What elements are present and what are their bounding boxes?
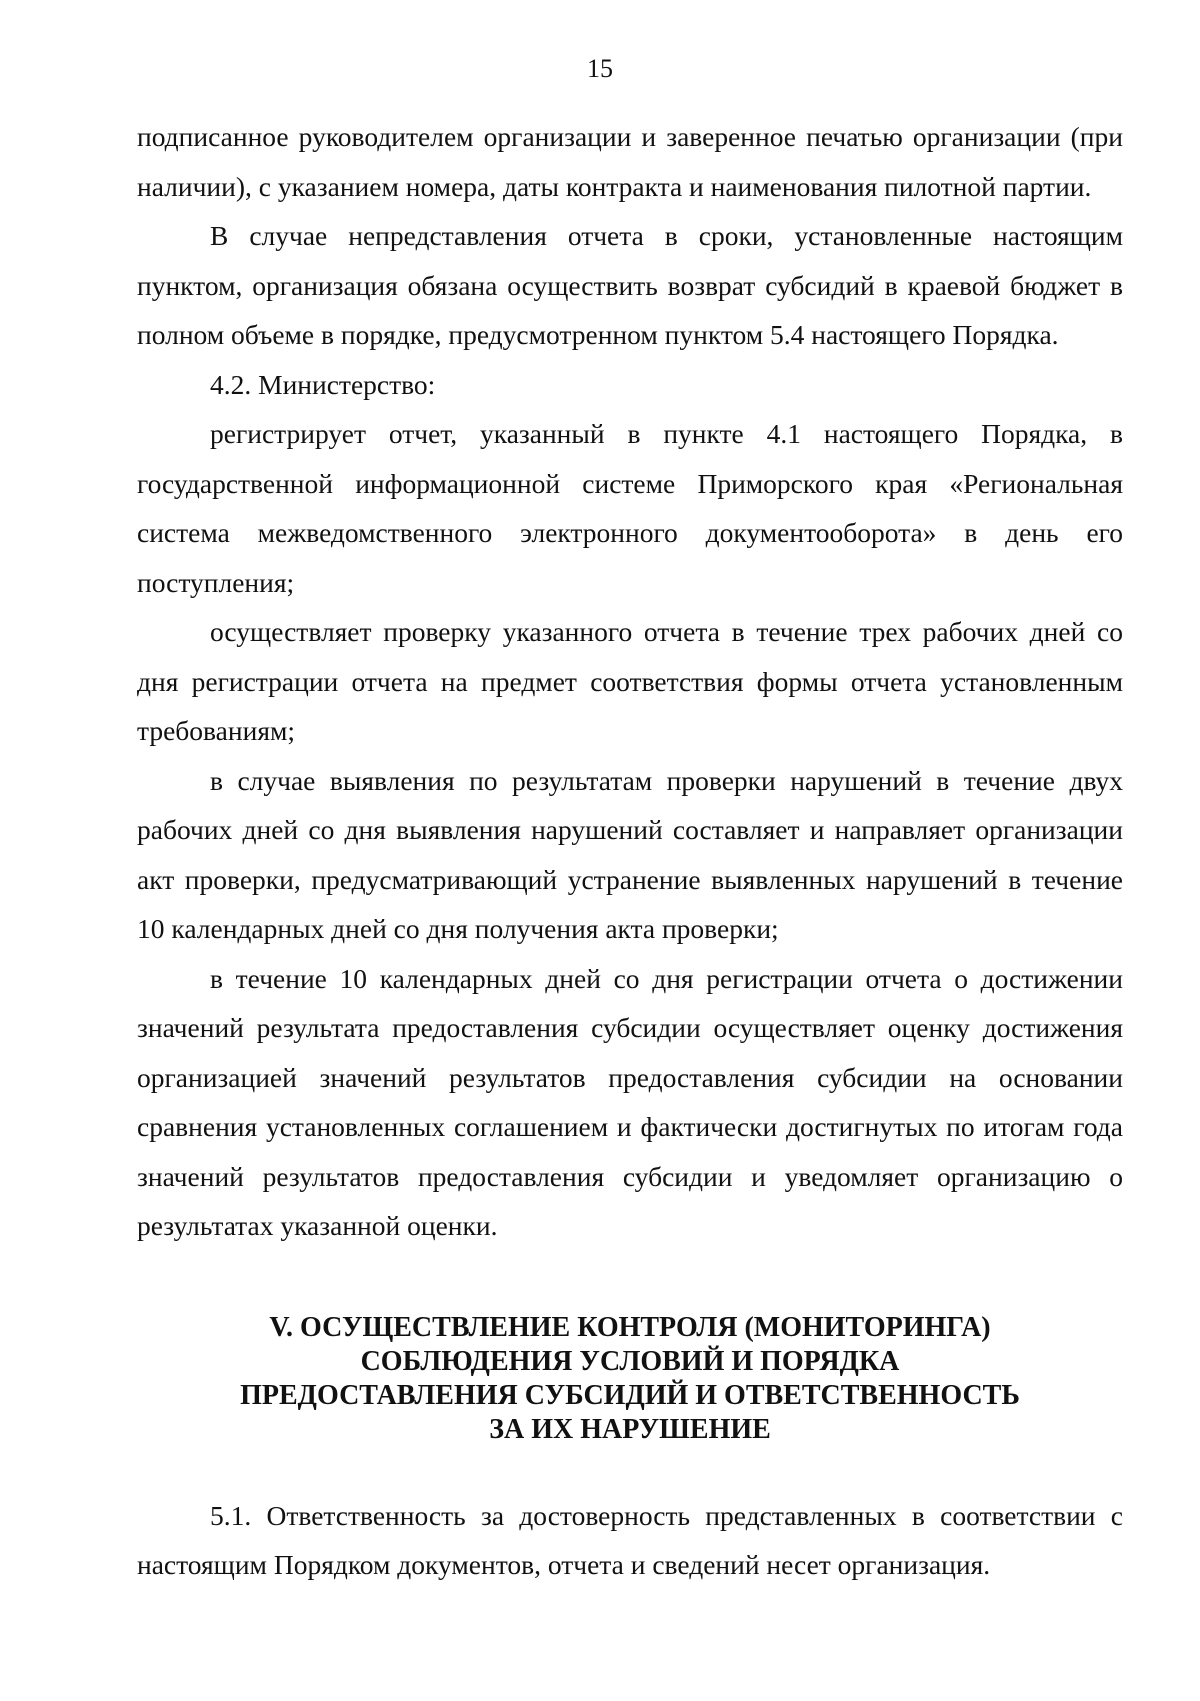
- paragraph-evaluation: в течение 10 календарных дней со дня регистрации отчета о достижении значений результата предоставления субсидии осуществляет оценку достижения организацией значений результатов предоставления субсидии на основании сравнения установленных соглашением и фактически достигнутых по итогам года значений результатов предоставления субсидии и уведомляет организацию о результатах указанной оценки.: [137, 962, 1123, 1241]
- paragraph-nonsubmission: В случае непредставления отчета в сроки, установленные настоящим пунктом, организация обязана осуществить возврат субсидий в краевой бюджет в полном объеме в порядке, предусмотренном пунктом 5.4 настоящего Порядка.: [137, 220, 1123, 350]
- section-heading-line: СОБЛЮДЕНИЯ УСЛОВИЙ И ПОРЯДКА: [360, 1345, 900, 1377]
- paragraph-violations: в случае выявления по результатам проверки нарушений в течение двух рабочих дней со дня выявления нарушений составляет и направляет организации акт проверки, предусматривающий устранение выявленных нарушений в течение 10 календарных дней со дня получения акта проверки;: [137, 764, 1123, 944]
- section-heading-line: V. ОСУЩЕСТВЛЕНИЕ КОНТРОЛЯ (МОНИТОРИНГА): [269, 1311, 991, 1343]
- section-heading-line: ПРЕДОСТАВЛЕНИЯ СУБСИДИЙ И ОТВЕТСТВЕННОСТЬ: [240, 1379, 1020, 1411]
- paragraph-checks-report: осуществляет проверку указанного отчета в течение трех рабочих дней со дня регистрации отчета на предмет соответствия формы отчета установленным требованиям;: [137, 616, 1123, 746]
- section-heading-line: ЗА ИХ НАРУШЕНИЕ: [489, 1413, 771, 1445]
- paragraph-ministry-heading: 4.2. Министерство:: [210, 368, 436, 400]
- paragraph-registers-report: регистрирует отчет, указанный в пункте 4.1 настоящего Порядка, в государственной информационной системе Приморского края «Региональная система межведомственного электронного документооборота» в день его поступления;: [137, 418, 1123, 598]
- page-number: 15: [587, 54, 613, 83]
- section-heading: [137, 1311, 1123, 1447]
- document-body: [137, 112, 1123, 1590]
- paragraph-continuation: подписанное руководителем организации и заверенное печатью организации (при наличии), с указанием номера, даты контракта и наименования пилотной партии.: [137, 121, 1123, 202]
- paragraph-responsibility: 5.1. Ответственность за достоверность представленных в соответствии с настоящим Порядком документов, отчета и сведений несет организация.: [137, 1499, 1123, 1580]
